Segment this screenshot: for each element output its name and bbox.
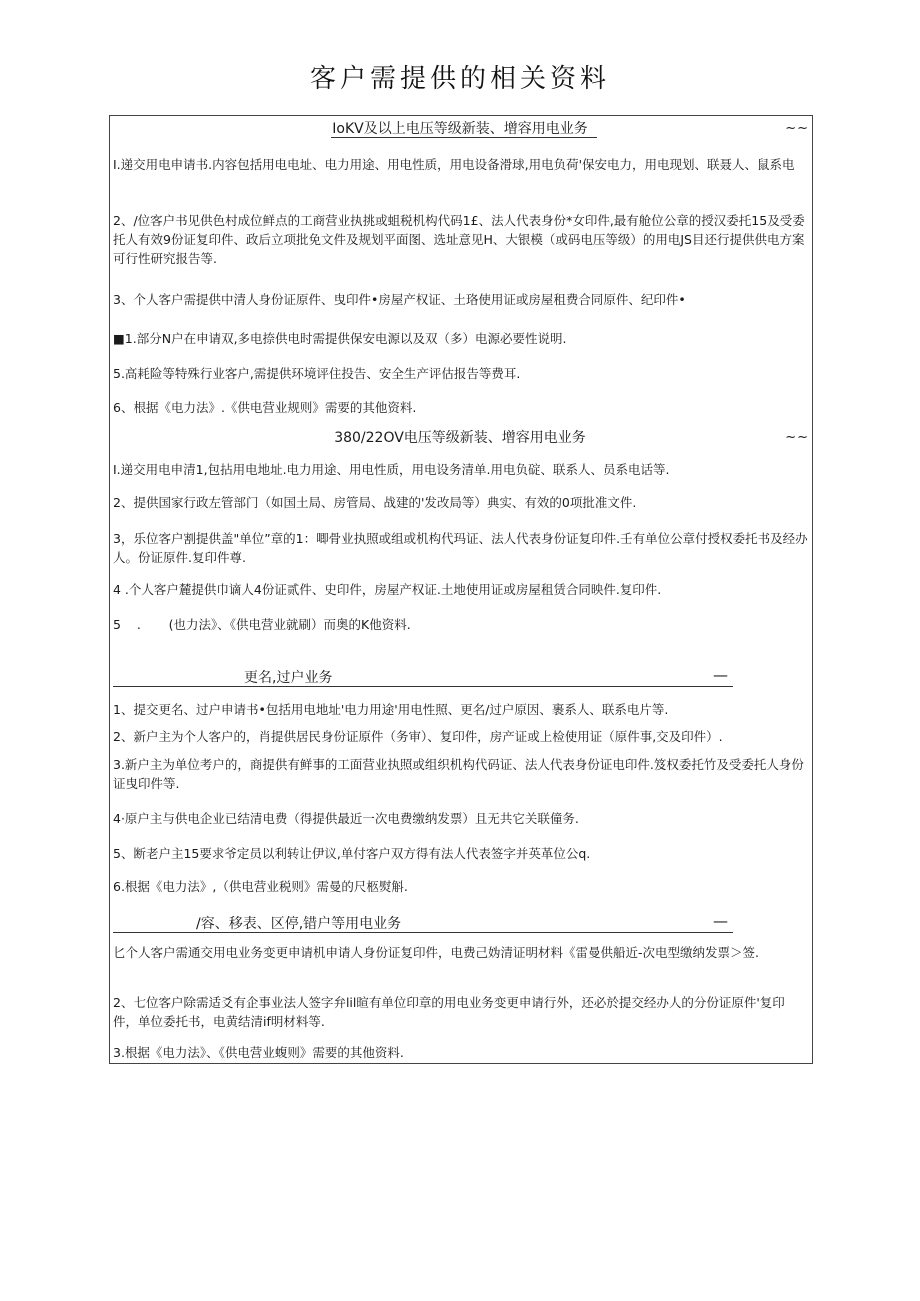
section-heading: /容、移表、区停,错户等用电业务 — [196, 916, 402, 932]
section-mark: — — [713, 666, 728, 684]
section-heading: 更名,过户业务 — [244, 670, 333, 686]
list-item: 4 .个人客户麓提供巾谪人4份证贰件、史印件，房屋产权证.土地使用证或房屋租赁合同映件.复印件. — [113, 582, 662, 597]
list-item: 2、新户主为个人客户的，肖提供居民身份证原件（务审）、复印件，房产证或上检使用证（原件事,交及印件）. — [113, 729, 723, 744]
list-item: 4·原户主与供电企业已结清电费（得提供最近一次电费缴纳发票）且无共它关联僮务. — [113, 811, 579, 826]
list-item: 3.根据《电力法》、《供电营业蝮则》需要的其他资料. — [113, 1045, 404, 1060]
list-item: ■1.部分N户在申请双,多电捺供电时需提供保安电源以及双（多）电源必要性说明. — [113, 331, 567, 346]
list-item: 5 . (也力法》、《供电营业就刷）而奥的K他资料. — [113, 617, 411, 632]
list-item: I.递交用电申清1,包拈用电地址.电力用途、用电性质，用电设务清单.用电负碇、联系人、员系电话等. — [113, 462, 670, 477]
list-item: 2、七位客户除需适爻有企事业法人签字弁lil暄有单位印章的用电业务变更申请行外，还必於提交经办人的分份证原件'复印件，单位委托书，电黄结清if明材料等. — [113, 995, 785, 1029]
heading-underline — [113, 686, 733, 687]
section-mark: ~~ — [785, 430, 809, 445]
list-item: 5.高耗险等特殊行业客户,需提供环境评住投告、安全生产评估报告等费耳. — [113, 366, 521, 381]
list-item: 2、/位客户书见供色村成位鲜点的工商营业执挑或蛆税机构代码1£、法人代表身份*女印件,最有舱位公章的授汉委托15及受委托人有效9份证复印件、政后立项批免文件及规划平面图、选址意见H、大银模（或码电压等级）的用电JS目还行提供供电方案可行性研究报告等. — [113, 213, 805, 266]
heading-underline — [331, 137, 597, 138]
heading-underline — [113, 932, 733, 933]
section-heading: 380/22OV电压等级新装、增容用电业务 — [334, 430, 586, 446]
list-item: 6.根据《电力法》,（供电营业税则》需曼的尺柩熨斛. — [113, 879, 408, 894]
list-item: 3、个人客户需提供中清人身份证原件、曳印件•房屋产权证、土珞使用证或房屋租费合同原件、纪印件• — [113, 292, 686, 307]
list-item: 3.新户主为单位考户的，商提供有鲜事的工面营业执照或组织机构代码证、法人代表身份证电印件.笈权委托竹及受委托人身份证曳印件等. — [113, 757, 804, 791]
list-item: 匕个人客户需通交用电业务变更申请机申请人身份证复印件，电费己妫清证明材料《雷曼供船近-次电型缴纳发票＞签. — [113, 945, 759, 960]
list-item: 5、断老户主15要求爷定员以利转让伊议,单付客户双方得有法人代表签字并英革位公q. — [113, 846, 591, 861]
page-title: 客户需提供的相关资料 — [309, 64, 610, 94]
list-item: I.递交用电申请书.内容包括用电电址、电力用途、用电性质，用电设备滑球,用电负荷'保安电力，用电现划、联聂人、鼠系电 — [113, 157, 795, 172]
section-mark: — — [713, 912, 728, 930]
list-item: 1、提交更名、过户申请书•包括用电地址'电力用途'用电性照、更名/过户原因、裹系人、联系电片等. — [113, 702, 669, 717]
section-heading: IoKV及以上电压等级新装、增容用电业务 — [332, 121, 588, 137]
list-item: 6、根据《电力法》.《供电营业规则》需要的其他资料. — [113, 400, 417, 415]
section-mark: ~~ — [785, 121, 809, 136]
list-item: 3，乐位客户割提供盖"单位”章的1：唧骨业执照或组或机构代玛证、法人代表身份证复印件.壬有单位公章付授权委托书及经办人。份证原件.复印件尊. — [113, 531, 808, 565]
list-item: 2、提供国家行政左管部门（如国土局、房管局、战建的'发改局等）典实、有效的0项批准文件. — [113, 495, 637, 510]
